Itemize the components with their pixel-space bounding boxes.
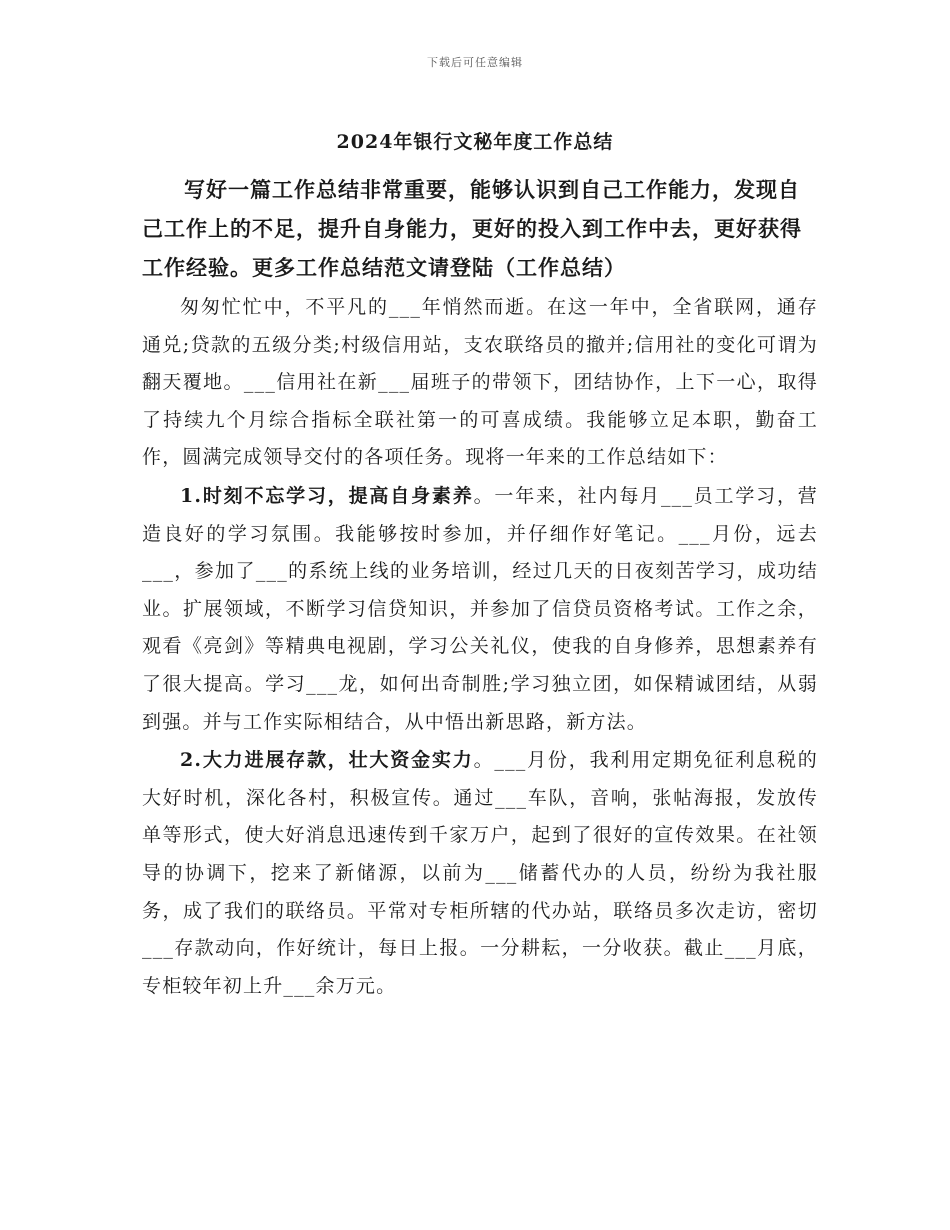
document-body	[142, 170, 818, 1006]
body-paragraph-2	[142, 478, 818, 741]
paragraph-2-text: 。一年来，社内每月___员工学习，营造良好的学习氛围。我能够按时参加，并仔细作好笔记。___月份，远去___，参加了___的系统上线的业务培训，经过几天的日夜刻苦学习，成功结业。扩展领域，不断学习信贷知识，并参加了信贷员资格考试。工作之余，观看《亮剑》等精典电视剧，学习公关礼仪，使我的自身修养，思想素养有了很大提高。学习___龙，如何出奇制胜;学习独立团，如保精诚团结，从弱到强。并与工作实际相结合，从中悟出新思路，新方法。	[142, 484, 818, 733]
page-header-note: 下载后可任意编辑	[427, 56, 523, 69]
intro-paragraph: 写好一篇工作总结非常重要，能够认识到自己工作能力，发现自己工作上的不足，提升自身能力，更好的投入到工作中去，更好获得工作经验。更多工作总结范文请登陆（工作总结）	[142, 177, 802, 280]
body-paragraph-1	[142, 289, 818, 477]
document-title: 2024年银行文秘年度工作总结	[336, 131, 614, 153]
paragraph-3-lead: 2.大力进展存款，壮大资金实力	[180, 749, 474, 772]
paragraph-3-text: 。___月份，我利用定期免征利息税的大好时机，深化各村，积极宣传。通过___车队，音响，张帖海报，发放传单等形式，使大好消息迅速传到千家万户，起到了很好的宣传效果。在社领导的协调下，挖来了新储源，以前为___储蓄代办的人员，纷纷为我社服务，成了我们的联络员。平常对专柜所辖的代办站，联络员多次走访，密切___存款动向，作好统计，每日上报。一分耕耘，一分收获。截止___月底，专柜较年初上升___余万元。	[142, 749, 818, 997]
body-paragraph-3	[142, 742, 818, 1005]
paragraph-1-text: 匆匆忙忙中，不平凡的___年悄然而逝。在这一年中，全省联网，通存通兑;贷款的五级分类;村级信用站，支农联络员的撤并;信用社的变化可谓为翻天覆地。___信用社在新___届班子的带领下，团结协作，上下一心，取得了持续九个月综合指标全联社第一的可喜成绩。我能够立足本职，勤奋工作，圆满完成领导交付的各项任务。现将一年来的工作总结如下：	[142, 296, 818, 469]
paragraph-2-lead: 1.时刻不忘学习，提高自身素养	[180, 484, 474, 507]
